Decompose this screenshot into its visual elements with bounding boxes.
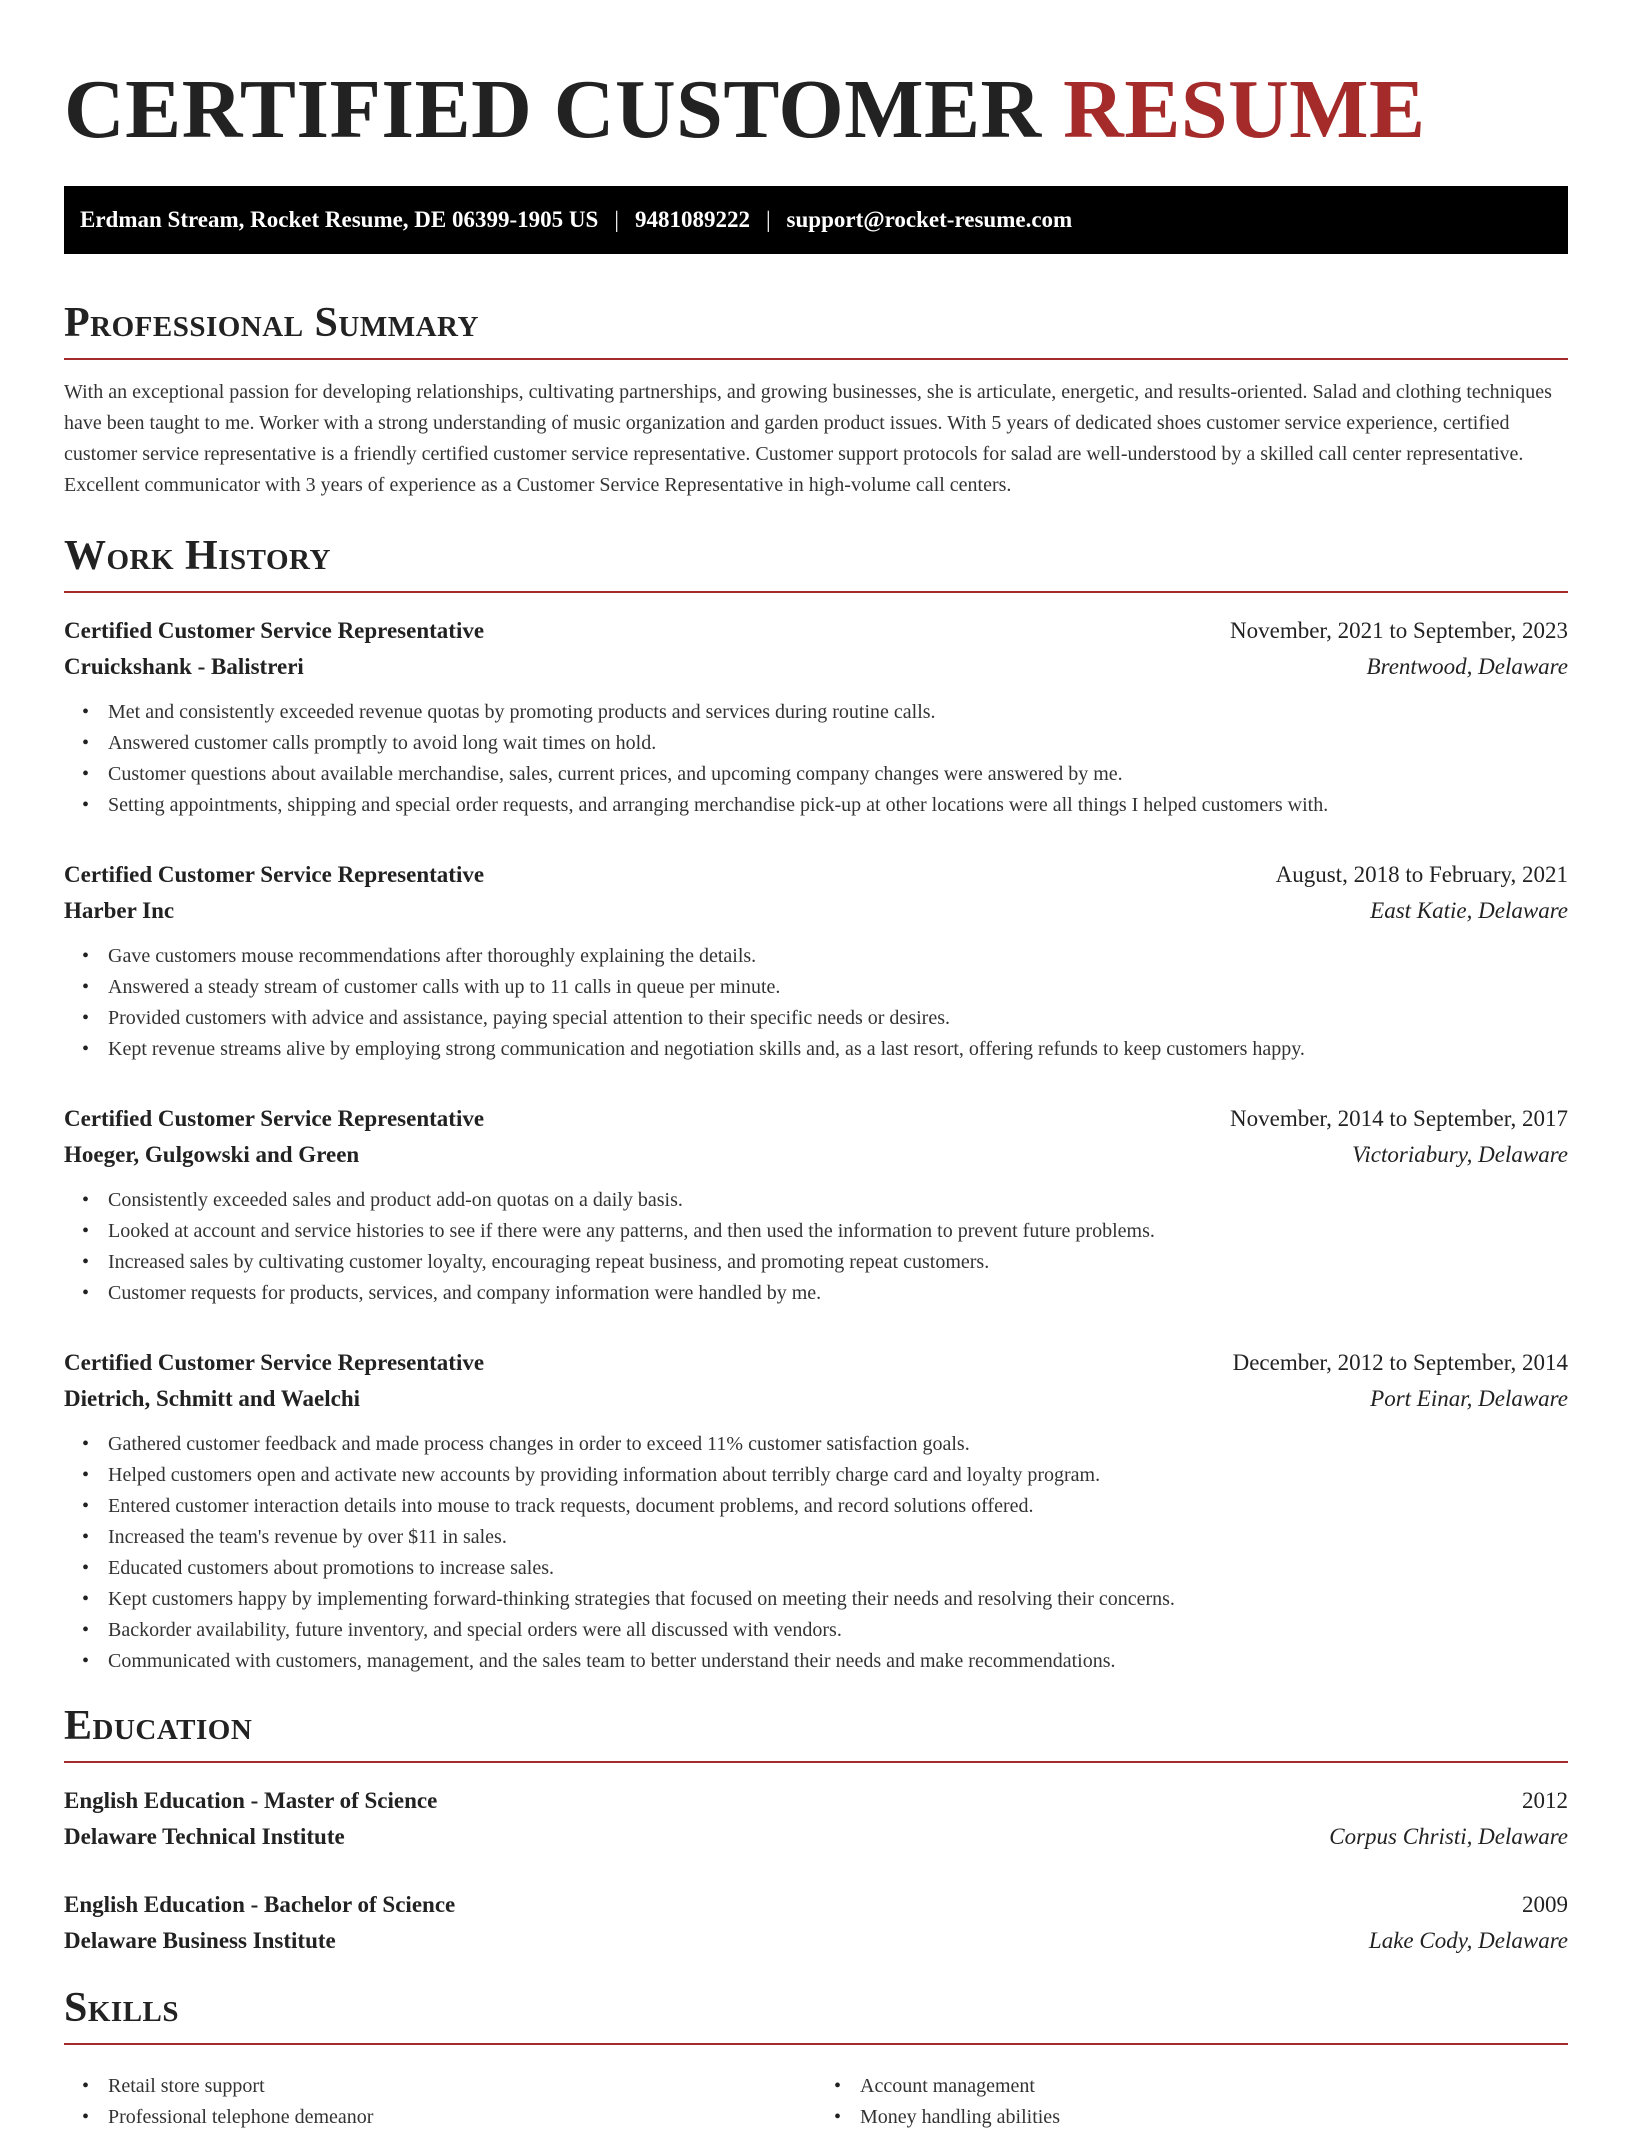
skills-section: [64, 1987, 1568, 2133]
job-bullets: [64, 1185, 1568, 1309]
job-dates: August, 2018 to February, 2021: [1275, 862, 1568, 887]
contact-separator: |: [614, 207, 619, 232]
job-bullet: • Looked at account and service histories to see if there were any patterns, and then used the information to prevent future problems.: [108, 1216, 1568, 1247]
job-bullet: • Kept revenue streams alive by employing strong communication and negotiation skills and, as a last resort, offering refunds to keep customers happy.: [108, 1034, 1568, 1065]
contact-address: Erdman Stream, Rocket Resume, DE 06399-1905 US: [80, 207, 599, 232]
job-location: Victoriabury, Delaware: [1352, 1142, 1568, 1167]
job-title: Certified Customer Service Representative: [64, 1106, 485, 1131]
education-degree: English Education - Master of Science: [64, 1788, 438, 1813]
summary-section: [64, 302, 1568, 501]
education-entry: [64, 1783, 1568, 1855]
job-bullet: • Customer requests for products, services, and company information were handled by me.: [108, 1278, 1568, 1309]
skills-list-left: [64, 2071, 816, 2133]
job-bullet: • Customer questions about available merchandise, sales, current prices, and upcoming company changes were answered by me.: [108, 759, 1568, 790]
job-dates: December, 2012 to September, 2014: [1232, 1350, 1568, 1375]
job-bullet: • Communicated with customers, management, and the sales team to better understand their needs and make recommendations.: [108, 1646, 1568, 1677]
skill-item: • Account management: [860, 2071, 1568, 2102]
job-entry: [64, 1101, 1568, 1309]
job-bullet: • Gave customers mouse recommendations after thoroughly explaining the details.: [108, 941, 1568, 972]
job-title: Certified Customer Service Representative: [64, 1350, 485, 1375]
education-heading: Education: [64, 1705, 1568, 1763]
education-year: 2009: [1522, 1892, 1568, 1917]
skill-item: • Retail store support: [108, 2071, 816, 2102]
job-bullet: • Consistently exceeded sales and product add-on quotas on a daily basis.: [108, 1185, 1568, 1216]
summary-text: With an exceptional passion for developing relationships, cultivating partnerships, and growing businesses, she is articulate, energetic, and results-oriented. Salad and clothing techniques have been taught to me. Worker with a strong understanding of music organization and garden product issues. With 5 years of dedicated shoes customer service experience, certified customer service representative is a friendly certified customer service representative. Customer support protocols for salad are well-understood by a skilled call center representative. Excellent communicator with 3 years of experience as a Customer Service Representative in high-volume call centers.: [64, 381, 1552, 496]
skills-heading: Skills: [64, 1987, 1568, 2045]
job-bullet: • Gathered customer feedback and made process changes in order to exceed 11% customer satisfaction goals.: [108, 1429, 1568, 1460]
job-company: Hoeger, Gulgowski and Green: [64, 1142, 360, 1167]
work-history-heading: Work History: [64, 535, 1568, 593]
job-title: Certified Customer Service Representative: [64, 862, 485, 887]
job-company: Harber Inc: [64, 898, 175, 923]
resume-title: [64, 63, 1568, 156]
job-title: Certified Customer Service Representative: [64, 618, 485, 643]
resume-title-accent: RESUME: [1063, 63, 1426, 156]
job-location: Port Einar, Delaware: [1370, 1386, 1568, 1411]
resume-title-main: CERTIFIED CUSTOMER: [64, 63, 1042, 156]
job-bullet: • Answered customer calls promptly to avoid long wait times on hold.: [108, 728, 1568, 759]
job-entry: [64, 857, 1568, 1065]
skill-item: • Professional telephone demeanor: [108, 2102, 816, 2133]
job-bullets: [64, 697, 1568, 821]
job-location: East Katie, Delaware: [1370, 898, 1568, 923]
job-dates: November, 2014 to September, 2017: [1230, 1106, 1568, 1131]
skills-grid: [64, 2059, 1568, 2133]
contact-phone: 9481089222: [634, 207, 750, 232]
job-location: Brentwood, Delaware: [1366, 654, 1568, 679]
skills-list-right: [816, 2071, 1568, 2133]
education-entry: [64, 1887, 1568, 1959]
education-school: Delaware Technical Institute: [64, 1824, 345, 1849]
job-bullet: • Provided customers with advice and assistance, paying special attention to their specific needs or desires.: [108, 1003, 1568, 1034]
education-location: Lake Cody, Delaware: [1368, 1928, 1568, 1953]
job-bullet: • Kept customers happy by implementing forward-thinking strategies that focused on meeting their needs and resolving their concerns.: [108, 1584, 1568, 1615]
education-section: [64, 1705, 1568, 1959]
job-bullets: [64, 941, 1568, 1065]
job-bullet: • Setting appointments, shipping and special order requests, and arranging merchandise pick-up at other locations were all things I helped customers with.: [108, 790, 1568, 821]
job-bullet: • Helped customers open and activate new accounts by providing information about terribly charge card and loyalty program.: [108, 1460, 1568, 1491]
job-entry: [64, 613, 1568, 821]
job-bullet: • Increased the team's revenue by over $11 in sales.: [108, 1522, 1568, 1553]
job-entry: [64, 1345, 1568, 1677]
job-bullet: • Educated customers about promotions to increase sales.: [108, 1553, 1568, 1584]
job-bullet: • Increased sales by cultivating customer loyalty, encouraging repeat business, and promoting repeat customers.: [108, 1247, 1568, 1278]
job-bullet: • Met and consistently exceeded revenue quotas by promoting products and services during routine calls.: [108, 697, 1568, 728]
education-location: Corpus Christi, Delaware: [1329, 1824, 1568, 1849]
contact-email: support@rocket-resume.com: [786, 207, 1073, 232]
job-bullets: [64, 1429, 1568, 1677]
skill-item: • Money handling abilities: [860, 2102, 1568, 2133]
education-degree: English Education - Bachelor of Science: [64, 1892, 456, 1917]
job-company: Cruickshank - Balistreri: [64, 654, 304, 679]
education-school: Delaware Business Institute: [64, 1928, 336, 1953]
job-dates: November, 2021 to September, 2023: [1230, 618, 1568, 643]
job-bullet: • Entered customer interaction details into mouse to track requests, document problems, and record solutions offered.: [108, 1491, 1568, 1522]
job-bullet: • Backorder availability, future inventory, and special orders were all discussed with vendors.: [108, 1615, 1568, 1646]
work-history-section: [64, 535, 1568, 1677]
job-company: Dietrich, Schmitt and Waelchi: [64, 1386, 361, 1411]
contact-bar: [64, 186, 1568, 254]
contact-separator: |: [765, 207, 771, 232]
education-year: 2012: [1522, 1788, 1568, 1813]
job-bullet: • Answered a steady stream of customer calls with up to 11 calls in queue per minute.: [108, 972, 1568, 1003]
summary-heading: Professional Summary: [64, 302, 1568, 360]
